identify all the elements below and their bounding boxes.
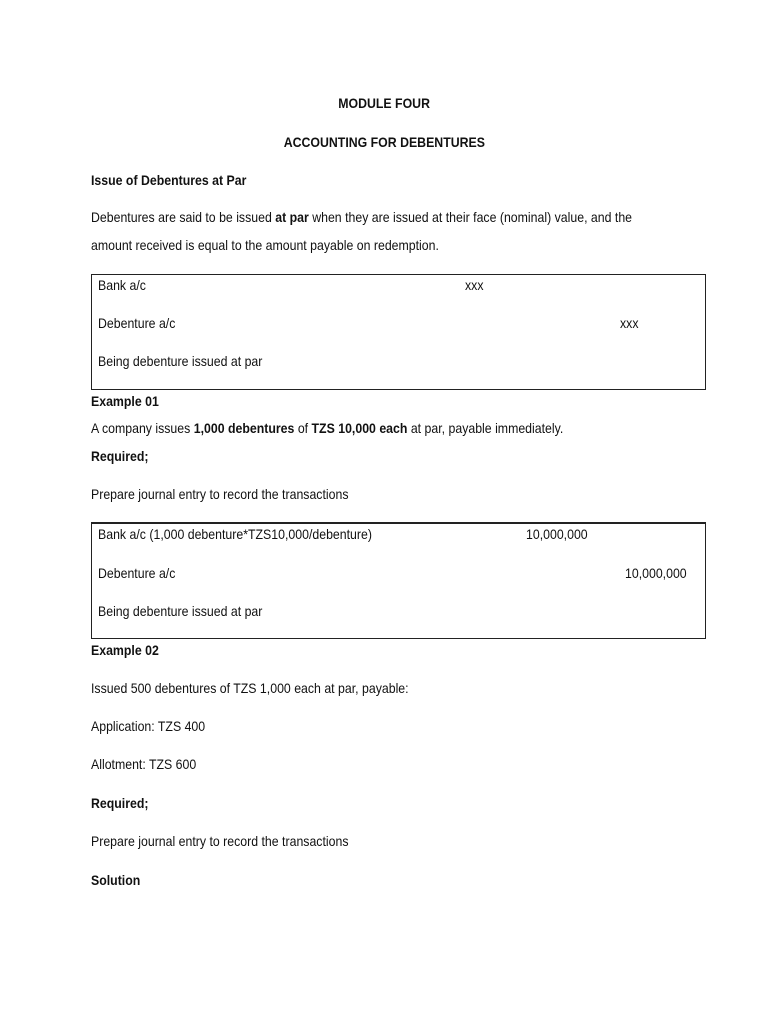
intro-line-1: Debentures are said to be issued at par when they are issued at their face (nominal) value, and the [91, 209, 633, 225]
debit-amount: 10,000,000 [526, 526, 588, 542]
example-2-heading: Example 02 [91, 642, 159, 658]
narration: Being debenture issued at par [98, 353, 263, 369]
intro-line-2: amount received is equal to the amount payable on redemption. [91, 237, 439, 253]
journal-entry-general [91, 274, 706, 390]
example-2-allotment: Allotment: TZS 600 [91, 756, 197, 772]
journal-entry-example-1 [91, 522, 706, 639]
section-heading: Issue of Debentures at Par [91, 172, 247, 188]
example-1-instruction: Prepare journal entry to record the transactions [91, 486, 349, 502]
debit-account: Bank a/c (1,000 debenture*TZS10,000/debenture) [98, 526, 372, 542]
debit-amount: xxx [465, 277, 484, 293]
example-2-instruction: Prepare journal entry to record the transactions [91, 833, 349, 849]
chapter-title: ACCOUNTING FOR DEBENTURES [283, 134, 485, 150]
debit-account: Bank a/c [98, 277, 146, 293]
example-2-required: Required; [91, 795, 149, 811]
credit-amount: xxx [620, 315, 639, 331]
example-1-text: A company issues 1,000 debentures of TZS 10,000 each at par, payable immediately. [91, 420, 564, 436]
credit-account: Debenture a/c [98, 315, 176, 331]
narration: Being debenture issued at par [98, 603, 263, 619]
example-2-text: Issued 500 debentures of TZS 1,000 each at par, payable: [91, 680, 409, 696]
module-title: MODULE FOUR [338, 95, 430, 111]
intro-bold-term: at par [275, 209, 309, 225]
credit-account: Debenture a/c [98, 565, 176, 581]
example-2-application: Application: TZS 400 [91, 718, 206, 734]
example-1-required: Required; [91, 448, 149, 464]
solution-heading: Solution [91, 872, 141, 888]
credit-amount: 10,000,000 [625, 565, 687, 581]
example-1-heading: Example 01 [91, 393, 159, 409]
